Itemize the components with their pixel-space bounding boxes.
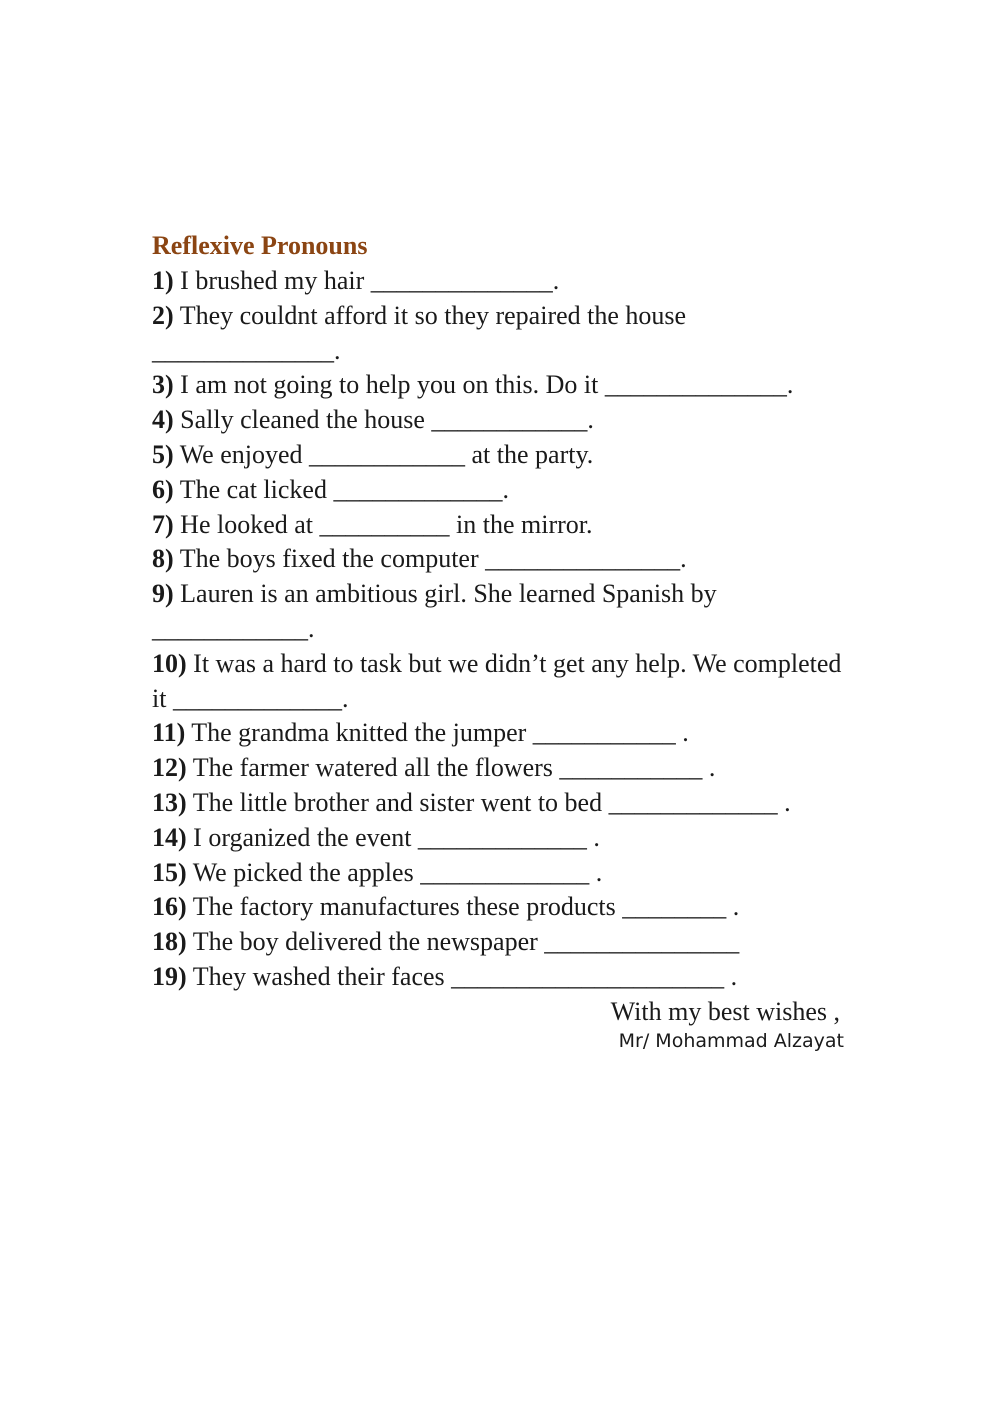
exercise-text: The cat licked _____________. bbox=[173, 474, 509, 504]
exercise-item-15 bbox=[152, 856, 852, 891]
exercise-text: We enjoyed ____________ at the party. bbox=[173, 439, 594, 469]
author-signature: Mr/ Mohammad Alzayat bbox=[618, 1029, 844, 1052]
exercise-number: 3) bbox=[152, 370, 174, 400]
exercise-item-9 bbox=[152, 577, 852, 647]
exercise-text: I am not going to help you on this. Do it ______________. bbox=[173, 370, 794, 400]
exercise-number: 7) bbox=[152, 509, 174, 539]
exercise-number: 15) bbox=[152, 857, 187, 887]
exercise-item-2 bbox=[152, 299, 852, 369]
exercise-text: The factory manufactures these products ________ . bbox=[186, 892, 740, 922]
exercise-item-19 bbox=[152, 960, 852, 995]
exercise-text: The farmer watered all the flowers ___________ . bbox=[186, 753, 716, 783]
exercise-item-18 bbox=[152, 925, 852, 960]
exercise-text: They washed their faces _____________________ . bbox=[186, 961, 738, 991]
exercise-item-7 bbox=[152, 508, 852, 543]
exercise-number: 11) bbox=[152, 718, 186, 748]
exercise-text: The boys fixed the computer _______________. bbox=[173, 544, 687, 574]
exercise-number: 16) bbox=[152, 892, 187, 922]
exercise-text: Sally cleaned the house ____________. bbox=[173, 405, 594, 435]
exercise-number: 8) bbox=[152, 544, 174, 574]
exercise-text: The little brother and sister went to bed _____________ . bbox=[186, 787, 791, 817]
worksheet bbox=[152, 228, 852, 1053]
exercise-text: It was a hard to task but we didn’t get any help. We completed it _____________. bbox=[152, 648, 842, 713]
exercise-number: 1) bbox=[152, 266, 174, 295]
worksheet-title: Reflexive Pronouns bbox=[152, 231, 368, 260]
exercise-item-8 bbox=[152, 542, 852, 577]
exercise-number: 13) bbox=[152, 787, 187, 817]
exercise-text: The grandma knitted the jumper ___________ . bbox=[185, 718, 689, 748]
exercise-number: 4) bbox=[152, 405, 174, 435]
exercise-number: 19) bbox=[152, 961, 187, 991]
exercise-item-1 bbox=[152, 264, 852, 299]
exercise-number: 6) bbox=[152, 474, 174, 504]
exercise-text: They couldnt afford it so they repaired the house ______________. bbox=[152, 300, 687, 365]
exercise-item-12 bbox=[152, 751, 852, 786]
exercise-item-3 bbox=[152, 368, 852, 403]
exercise-item-11 bbox=[152, 716, 852, 751]
exercise-number: 10) bbox=[152, 648, 187, 678]
exercise-number: 14) bbox=[152, 822, 187, 852]
closing-line: With my best wishes , bbox=[610, 996, 840, 1026]
exercise-number: 12) bbox=[152, 753, 187, 783]
exercise-text: We picked the apples _____________ . bbox=[186, 857, 603, 887]
exercise-number: 9) bbox=[152, 579, 174, 609]
exercise-item-4 bbox=[152, 403, 852, 438]
exercise-item-6 bbox=[152, 473, 852, 508]
exercise-number: 5) bbox=[152, 439, 174, 469]
exercise-item-16 bbox=[152, 890, 852, 925]
exercise-number: 2) bbox=[152, 300, 174, 330]
exercise-text: The boy delivered the newspaper _______________ bbox=[186, 927, 740, 957]
exercise-number: 18) bbox=[152, 927, 187, 957]
exercise-text: I brushed my hair ______________. bbox=[173, 266, 560, 295]
exercise-item-14 bbox=[152, 821, 852, 856]
exercise-text: Lauren is an ambitious girl. She learned Spanish by ____________. bbox=[152, 579, 717, 643]
exercise-item-13 bbox=[152, 786, 852, 821]
exercise-item-5 bbox=[152, 438, 852, 473]
exercise-item-10 bbox=[152, 647, 852, 717]
exercise-text: I organized the event _____________ . bbox=[186, 822, 600, 852]
exercise-text: He looked at __________ in the mirror. bbox=[173, 509, 593, 539]
